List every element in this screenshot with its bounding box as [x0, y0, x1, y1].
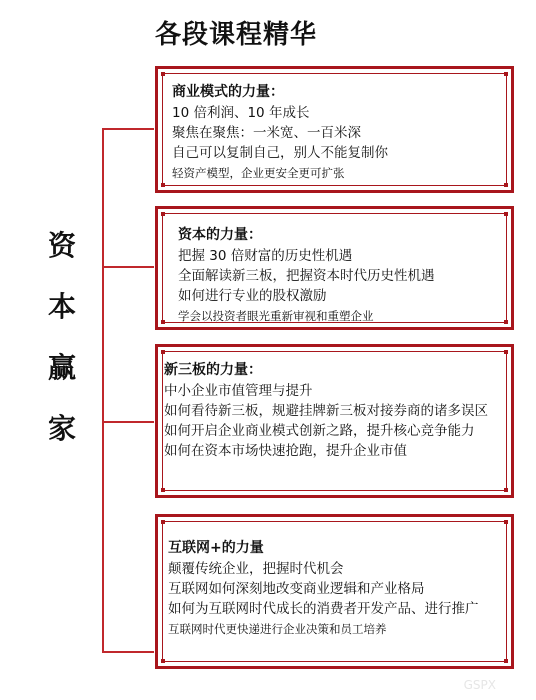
section-line: 自己可以复制自己，别人不能复制你	[172, 145, 388, 161]
frame-corner-ornament	[498, 206, 514, 222]
section-line: 如何为互联网时代成长的消费者开发产品、进行推广	[168, 601, 479, 617]
section-heading: 商业模式的力量：	[172, 84, 284, 100]
side-title-char: 资	[47, 229, 76, 262]
frame-corner-ornament	[155, 177, 171, 193]
frame-corner-ornament	[498, 514, 514, 530]
frame-corner-ornament	[155, 482, 171, 498]
frame-corner-ornament	[498, 177, 514, 193]
frame-corner-ornament	[498, 314, 514, 330]
section-line: 把握 30 倍财富的历史性机遇	[178, 248, 353, 264]
section-line: 如何开启企业商业模式创新之路，提升核心竞争能力	[164, 423, 475, 439]
frame-corner-ornament	[155, 66, 171, 82]
bracket-connector	[102, 266, 154, 268]
side-title-char: 家	[47, 412, 76, 445]
section-line: 聚焦在聚焦：一米宽、一百米深	[172, 125, 361, 141]
frame-corner-ornament	[498, 66, 514, 82]
watermark: GSPX	[463, 678, 496, 692]
section-line: 互联网如何深刻地改变商业逻辑和产业格局	[168, 581, 425, 597]
section-card-business-model	[155, 66, 514, 193]
section-line: 如何在资本市场快速抢跑，提升企业市值	[164, 443, 407, 459]
section-line: 颠覆传统企业，把握时代机会	[168, 561, 344, 577]
section-heading: 新三板的力量：	[164, 362, 262, 378]
section-card-capital	[155, 206, 514, 330]
section-line: 10 倍利润、10 年成长	[172, 105, 310, 121]
frame-corner-ornament	[155, 344, 171, 360]
section-line: 全面解读新三板，把握资本时代历史性机遇	[178, 268, 435, 284]
section-heading: 互联网+的力量	[168, 540, 264, 556]
bracket-connector	[102, 128, 154, 130]
frame-corner-ornament	[498, 344, 514, 360]
frame-corner-ornament	[155, 314, 171, 330]
frame-corner-ornament	[155, 653, 171, 669]
section-line: 中小企业市值管理与提升	[164, 383, 313, 399]
section-line: 轻资产模型，企业更安全更可扩张	[172, 166, 345, 180]
page-title: 各段课程精华	[155, 20, 318, 50]
section-card-new-third-board	[155, 344, 514, 498]
section-heading: 资本的力量：	[178, 227, 262, 243]
bracket-line	[102, 128, 104, 651]
frame-corner-ornament	[498, 653, 514, 669]
side-title-char: 赢	[47, 351, 76, 384]
bracket-connector	[102, 651, 154, 653]
section-line: 学会以投资者眼光重新审视和重塑企业	[178, 309, 374, 323]
section-line: 如何看待新三板，规避挂牌新三板对接券商的诸多误区	[164, 403, 488, 419]
section-card-internet-plus	[155, 514, 514, 669]
frame-corner-ornament	[498, 482, 514, 498]
section-line: 如何进行专业的股权激励	[178, 288, 327, 304]
side-title	[42, 215, 82, 459]
frame-corner-ornament	[155, 514, 171, 530]
frame-corner-ornament	[155, 206, 171, 222]
bracket-connector	[102, 421, 154, 423]
side-title-char: 本	[47, 290, 76, 323]
section-line: 互联网时代更快递进行企业决策和员工培养	[168, 622, 387, 636]
